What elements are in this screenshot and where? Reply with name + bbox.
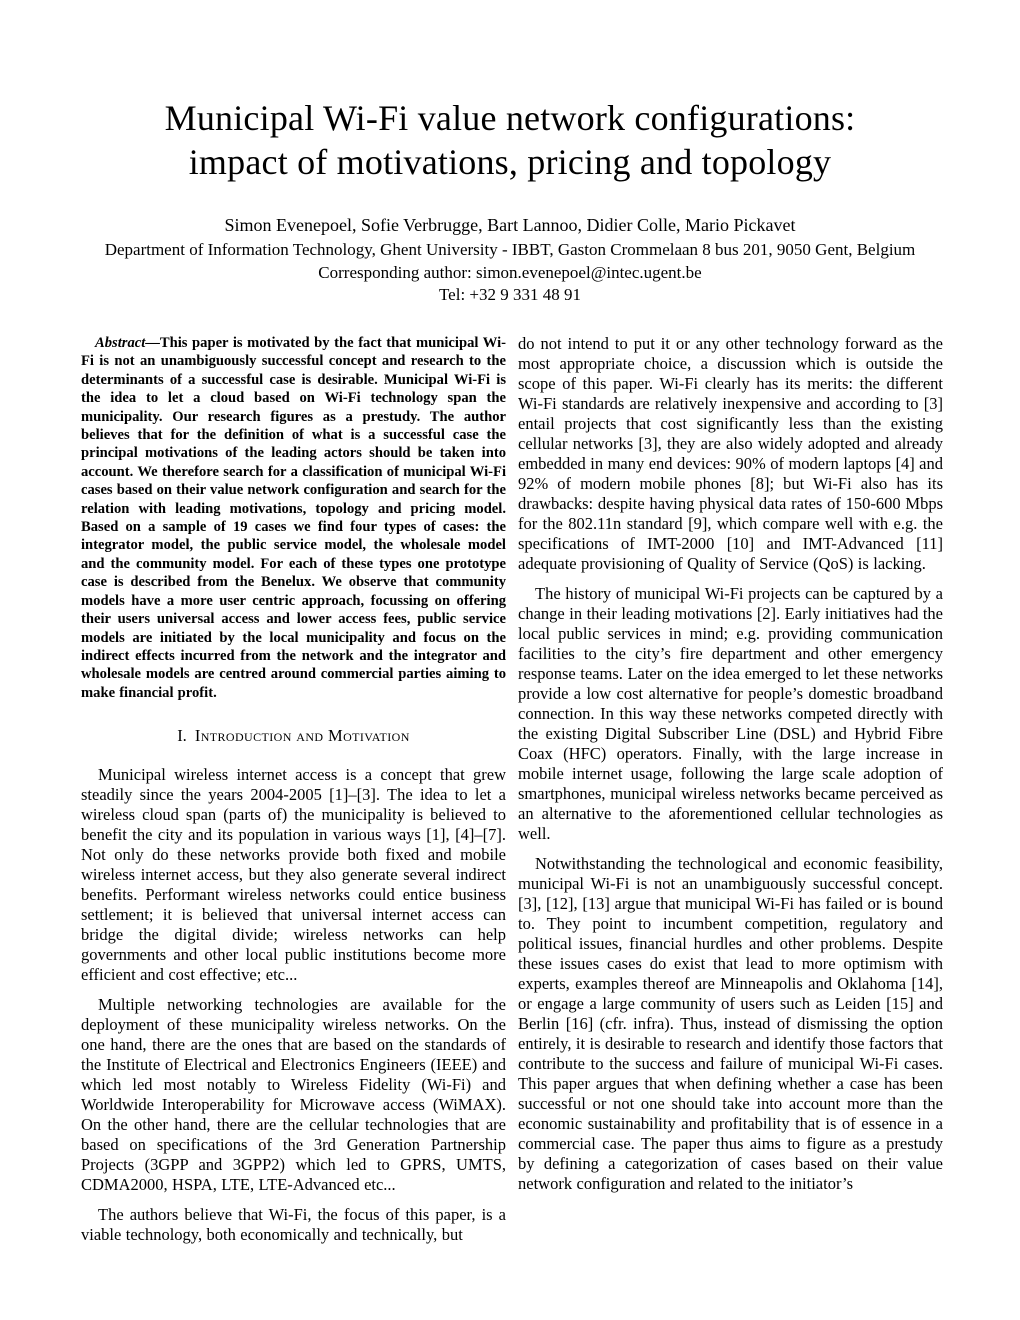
paragraph: Notwithstanding the technological and economic feasibility, municipal Wi-Fi is not an unambiguously successful concept. [3], [12], [13] argue that municipal Wi-Fi has failed or is bound to. They point to incumbent competition, regulatory and political issues, financial hurdles and other problems. Despite these issues cases do exist that lead to more optimism with experts, examples thereof are Minneapolis and Oklahoma [14], or engage a large community of users such as Leiden [15] and Berlin [16] (cfr. infra). Thus, instead of dismissing the option entirely, it is desirable to research and identify those factors that contribute to the success and failure of municipal Wi-Fi cases. This paper argues that when defining whether a case has been successful or not one should take into account more than the economic sustainability and profitability that is of essence in a commercial case. The paper thus aims to figure as a prestudy by defining a categorization of cases based on their value network configuration and related to the initiator’s	[518, 854, 943, 1193]
left-column	[81, 334, 506, 1245]
paragraph: The history of municipal Wi-Fi projects can be captured by a change in their leading motivations [2]. Early initiatives had the local public services in mind; e.g. providing communication facilities to the city’s fire department and other emergency response teams. Later on the idea emerged to let these networks provide a low cost alternative for people’s domestic broadband connection. In this way these networks competed directly with the existing Digital Subscriber Line (DSL) and Hybrid Fibre Coax (HFC) operators. Finally, with the large increase in mobile internet usage, following the large scale adoption of smartphones, municipal wireless networks became perceived as an alternative to the aforementioned cellular technologies as well.	[518, 584, 943, 843]
paper-title-line-1: Municipal Wi-Fi value network configurations:	[164, 98, 856, 138]
two-column-body	[81, 334, 943, 1245]
abstract	[81, 334, 506, 702]
section-number: I.	[177, 726, 187, 746]
right-column	[518, 334, 943, 1245]
affiliation-line: Department of Information Technology, Ghent University - IBBT, Gaston Crommelaan 8 bus 201, 9050 Gent, Belgium	[104, 240, 916, 259]
section-title: Introduction and Motivation	[194, 726, 410, 746]
corresponding-author-line: Corresponding author: simon.evenepoel@intec.ugent.be	[318, 263, 702, 282]
paper-title	[0, 96, 1020, 184]
paragraph: Municipal wireless internet access is a concept that grew steadily since the years 2004-2005 [1]–[3]. The idea to let a wireless cloud span (parts of) the municipality is believed to benefit the city and its population in various ways [1], [4]–[7]. Not only do these networks provide both fixed and mobile wireless internet access, but they also generate several indirect benefits. Performant wireless networks could entice business settlement; it is believed that universal internet access can bridge the digital divide; wireless networks can help governments and other local public institutions become more efficient and cost effective; etc...	[81, 765, 506, 985]
abstract-text: —This paper is motivated by the fact that municipal Wi-Fi is not an unambiguously successful concept and research to the determinants of a successful case is desirable. Municipal Wi-Fi is the idea to let a cloud based on Wi-Fi technology span the municipality. Our research figures as a prestudy. The author believes that for the definition of what is a successful case the principal motivations of the leading actors should be taken into account. We therefore search for a classification of municipal Wi-Fi cases based on their value network configuration and search for the relation with leading motivations, topology and pricing model. Based on a sample of 19 cases we find four types of cases: the integrator model, the public service model, the wholesale model and the community model. For each of these types one prototype case is described from the Benelux. We observe that community models have a more user centric approach, focussing on offering their users universal access and lower access fees, public service models are initiated by the local municipality and focus on the indirect effects incurred from the network and the integrator and wholesale models are centred around commercial parties aiming to make financial profit.	[81, 335, 506, 701]
section-heading-introduction	[81, 726, 506, 746]
paper-title-line-2: impact of motivations, pricing and topology	[188, 142, 832, 182]
authors-line: Simon Evenepoel, Sofie Verbrugge, Bart Lannoo, Didier Colle, Mario Pickavet	[224, 215, 796, 235]
paragraph: Multiple networking technologies are available for the deployment of these municipality wireless networks. On the one hand, there are the ones that are based on the standards of the Institute of Electrical and Electronics Engineers (IEEE) and which led most notably to Wireless Fidelity (Wi-Fi) and Worldwide Interoperability for Microwave access (WiMAX). On the other hand, there are the cellular technologies that are based on specifications of the 3rd Generation Partnership Projects (3GPP and 3GPP2) which led to GPRS, UMTS, CDMA2000, HSPA, LTE, LTE-Advanced etc...	[81, 995, 506, 1195]
abstract-label: Abstract	[95, 335, 146, 351]
paragraph: do not intend to put it or any other technology forward as the most appropriate choice, a discussion which is outside the scope of this paper. Wi-Fi clearly has its merits: the different Wi-Fi standards are relatively inexpensive and according to [3] entail projects that cost significantly less than the existing cellular networks [3], they are also widely adopted and already embedded in many end devices: 90% of modern laptops [4] and 92% of modern mobile phones [8]; but Wi-Fi also has its drawbacks: despite having physical data rates of 150-600 Mbps for the 802.11n standard [9], which compare well with e.g. the specifications of IMT-2000 [10] and IMT-Advanced [11] adequate provisioning of Quality of Service (QoS) is lacking.	[518, 334, 943, 573]
paragraph: The authors believe that Wi-Fi, the focus of this paper, is a viable technology, both economically and technically, but	[81, 1205, 506, 1245]
telephone-line: Tel: +32 9 331 48 91	[438, 285, 582, 304]
